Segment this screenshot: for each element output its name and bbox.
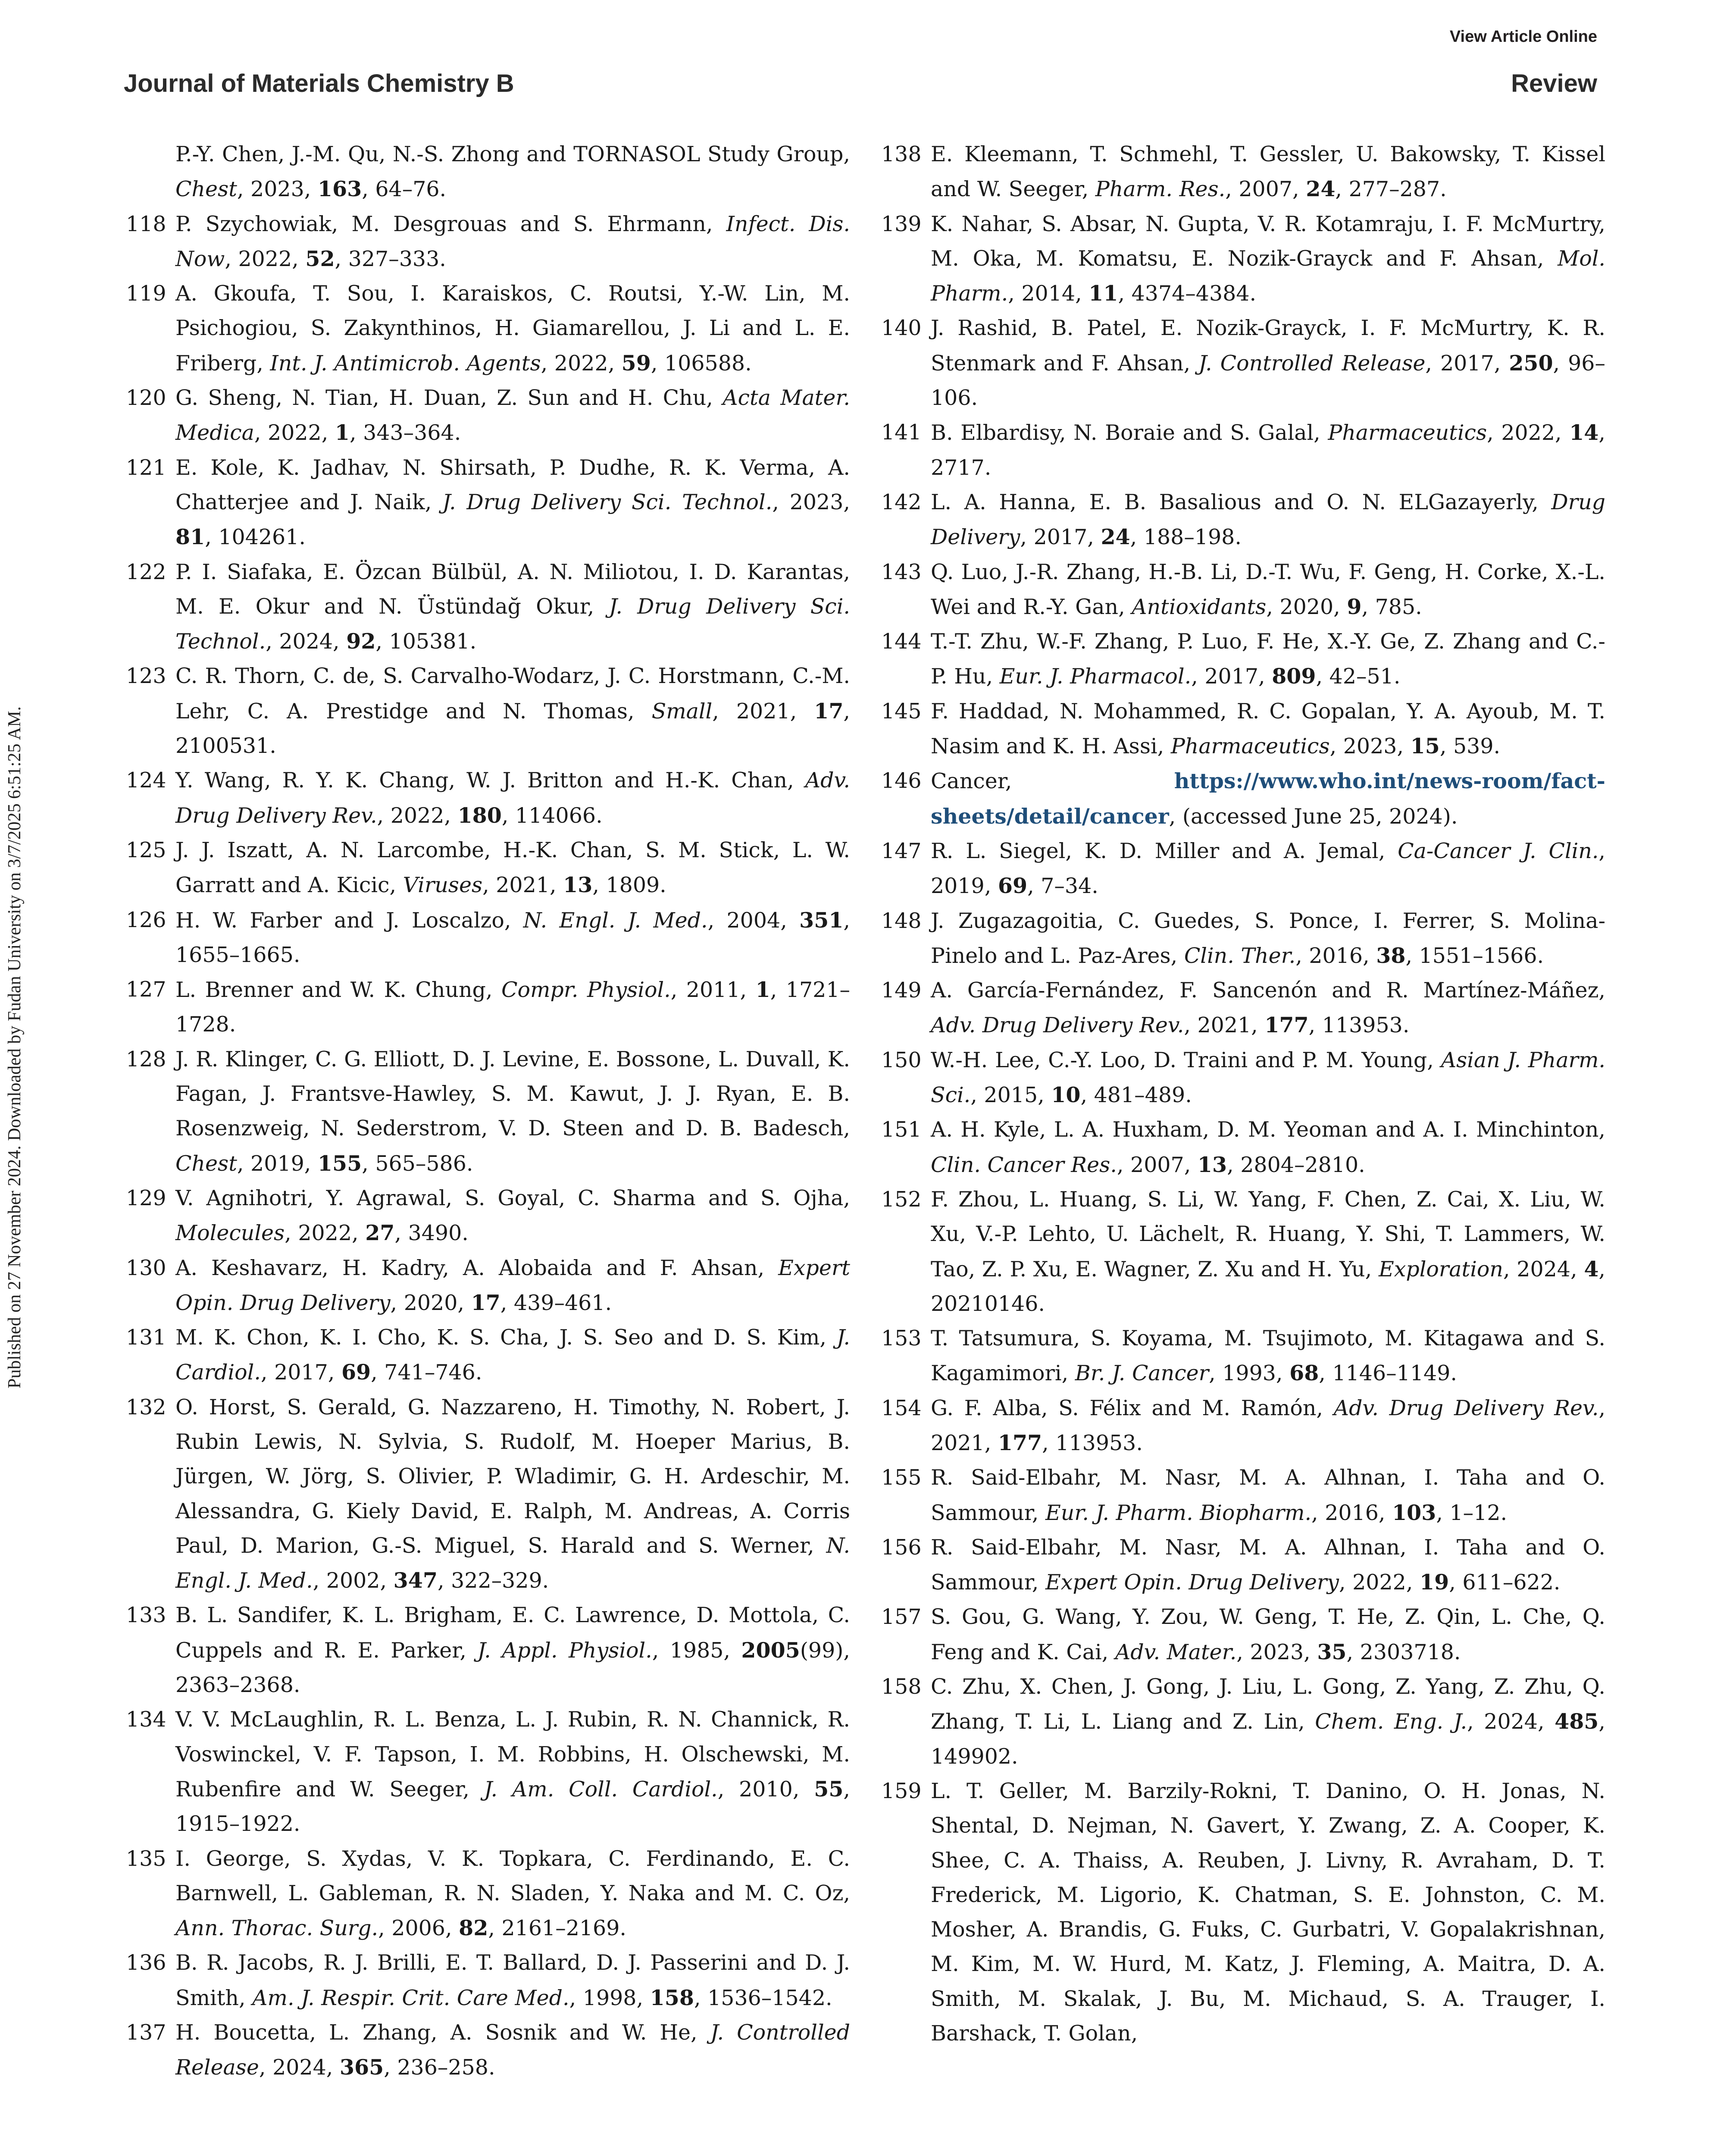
reference-item: [881, 137, 1605, 207]
reference-number: 132: [126, 1395, 166, 1420]
reference-item: [126, 903, 850, 973]
reference-number: 147: [881, 838, 922, 863]
reference-item: [881, 1391, 1605, 1461]
reference-text: C. Zhu, X. Chen, J. Gong, J. Liu, L. Gong, Z. Yang, Z. Zhu, Q. Zhang, T. Li, L. Liang and Z. Lin, Chem. Eng. J., 2024, 485, 149902.: [931, 1674, 1605, 1769]
reference-text: Cancer, https://www.who.int/news-room/fact-sheets/detail/cancer, (accessed June 25, 2024).: [931, 768, 1605, 829]
reference-item: [126, 555, 850, 659]
reference-number: 137: [126, 2020, 166, 2045]
reference-number: 145: [881, 699, 922, 724]
reference-number: 159: [881, 1778, 922, 1803]
reference-item: [126, 2015, 850, 2085]
section-label: Review: [1511, 69, 1597, 97]
reference-item: [126, 207, 850, 277]
reference-text: J. Rashid, B. Patel, E. Nozik-Grayck, I. F. McMurtry, K. R. Stenmark and F. Ahsan, J. Controlled Release, 2017, 250, 96–106.: [931, 316, 1605, 411]
reference-number: 146: [881, 768, 922, 793]
reference-column-left: [126, 137, 850, 2085]
reference-text: S. Gou, G. Wang, Y. Zou, W. Geng, T. He, Z. Qin, L. Che, Q. Feng and K. Cai, Adv. Mater., 2023, 35, 2303718.: [931, 1604, 1605, 1664]
reference-text: L. T. Geller, M. Barzily-Rokni, T. Danino, O. H. Jonas, N. Shental, D. Nejman, N. Gavert, Y. Zwang, Z. A. Cooper, K. Shee, C. A. Thaiss, A. Reuben, J. Livny, R. Avraham, D. T. Frederick, M. Ligorio, K. Chatman, S. E. Johnston, C. M. Mosher, A. Brandis, G. Fuks, C. Gurbatri, V. Gopalakrishnan, M. Kim, M. W. Hurd, M. Katz, J. Fleming, A. Maitra, D. A. Smith, M. Skalak, J. Bu, M. Michaud, S. A. Trauger, I. Barshack, T. Golan,: [931, 1778, 1605, 2046]
reference-item: [126, 276, 850, 381]
reference-item: [881, 1112, 1605, 1182]
reference-number: 119: [126, 281, 166, 306]
reference-text: L. Brenner and W. K. Chung, Compr. Physiol., 2011, 1, 1721–1728.: [175, 977, 850, 1037]
reference-text: J. J. Iszatt, A. N. Larcombe, H.-K. Chan, S. M. Stick, L. W. Garratt and A. Kicic, Viruses, 2021, 13, 1809.: [175, 837, 850, 898]
reference-text: F. Zhou, L. Huang, S. Li, W. Yang, F. Chen, Z. Cai, X. Liu, W. Xu, V.-P. Lehto, U. Lächelt, R. Huang, Y. Shi, T. Lammers, W. Tao, Z. P. Xu, E. Wagner, Z. Xu and H. Yu, Exploration, 2024, 4, 20210146.: [931, 1187, 1605, 1316]
reference-number: 139: [881, 211, 922, 236]
reference-number: 141: [881, 420, 922, 445]
reference-item: [126, 1181, 850, 1251]
reference-number: 120: [126, 385, 166, 411]
reference-text: A. Keshavarz, H. Kadry, A. Alobaida and F. Ahsan, Expert Opin. Drug Delivery, 2020, 17, 439–461.: [175, 1255, 850, 1315]
reference-number: 138: [881, 142, 922, 166]
reference-item: [126, 1842, 850, 1946]
reference-text: M. K. Chon, K. I. Cho, K. S. Cha, J. S. Seo and D. S. Kim, J. Cardiol., 2017, 69, 741–746.: [175, 1325, 850, 1385]
reference-item: [126, 659, 850, 763]
reference-item: [126, 381, 850, 451]
reference-item: [126, 1042, 850, 1181]
reference-text: G. Sheng, N. Tian, H. Duan, Z. Sun and H. Chu, Acta Mater. Medica, 2022, 1, 343–364.: [175, 385, 850, 445]
publication-note: Published on 27 November 2024. Downloaded by Fudan University on 3/7/2025 6:51:25 AM.: [5, 706, 25, 1388]
reference-number: 128: [126, 1047, 166, 1072]
reference-text: B. Elbardisy, N. Boraie and S. Galal, Pharmaceutics, 2022, 14, 2717.: [931, 420, 1605, 480]
reference-text: J. Zugazagoitia, C. Guedes, S. Ponce, I. Ferrer, S. Molina-Pinelo and L. Paz-Ares, Clin. Ther., 2016, 38, 1551–1566.: [931, 908, 1605, 968]
reference-number: 144: [881, 629, 922, 654]
reference-text: W.-H. Lee, C.-Y. Loo, D. Traini and P. M. Young, Asian J. Pharm. Sci., 2015, 10, 481–489.: [931, 1047, 1606, 1108]
reference-item: [881, 1670, 1605, 1774]
reference-item: [126, 137, 850, 207]
reference-number: 130: [126, 1255, 166, 1280]
reference-text: Y. Wang, R. Y. K. Chang, W. J. Britton and H.-K. Chan, Adv. Drug Delivery Rev., 2022, 180, 114066.: [175, 768, 850, 828]
reference-number: 131: [126, 1325, 166, 1350]
reference-number: 129: [126, 1185, 166, 1210]
reference-number: 157: [881, 1604, 922, 1630]
reference-item: [881, 1321, 1605, 1391]
reference-number: 124: [126, 768, 166, 793]
reference-number: 148: [881, 908, 922, 933]
reference-number: 153: [881, 1326, 922, 1351]
reference-number: 143: [881, 559, 922, 584]
reference-item: [881, 555, 1605, 625]
reference-number: 118: [126, 211, 166, 236]
reference-item: [126, 972, 850, 1042]
reference-item: [881, 485, 1605, 555]
reference-text: R. Said-Elbahr, M. Nasr, M. A. Alhnan, I. Taha and O. Sammour, Eur. J. Pharm. Biopharm., 2016, 103, 1–12.: [931, 1465, 1605, 1525]
reference-text: Q. Luo, J.-R. Zhang, H.-B. Li, D.-T. Wu, F. Geng, H. Corke, X.-L. Wei and R.-Y. Gan, Antioxidants, 2020, 9, 785.: [931, 559, 1605, 619]
reference-text: P. Szychowiak, M. Desgrouas and S. Ehrmann, Infect. Dis. Now, 2022, 52, 327–333.: [175, 211, 850, 271]
reference-number: 156: [881, 1535, 922, 1560]
reference-text: P. I. Siafaka, E. Özcan Bülbül, A. N. Miliotou, I. D. Karantas, M. E. Okur and N. Üstündağ Okur, J. Drug Delivery Sci. Technol., 2024, 92, 105381.: [175, 559, 850, 654]
reference-item: [881, 1774, 1605, 2051]
reference-number: 158: [881, 1674, 922, 1699]
reference-column-right: [881, 137, 1605, 2051]
reference-text: P.-Y. Chen, J.-M. Qu, N.-S. Zhong and TORNASOL Study Group, Chest, 2023, 163, 64–76.: [175, 142, 850, 202]
reference-text: L. A. Hanna, E. B. Basalious and O. N. ELGazayerly, Drug Delivery, 2017, 24, 188–198.: [931, 489, 1605, 550]
reference-number: 150: [881, 1047, 922, 1072]
reference-text: H. Boucetta, L. Zhang, A. Sosnik and W. He, J. Controlled Release, 2024, 365, 236–258.: [175, 2020, 850, 2080]
reference-number: 154: [881, 1395, 922, 1420]
reference-item: [126, 451, 850, 555]
reference-text: T. Tatsumura, S. Koyama, M. Tsujimoto, M. Kitagawa and S. Kagamimori, Br. J. Cancer, 1993, 68, 1146–1149.: [931, 1326, 1605, 1386]
reference-text: T.-T. Zhu, W.-F. Zhang, P. Luo, F. He, X.-Y. Ge, Z. Zhang and C.-P. Hu, Eur. J. Pharmacol., 2017, 809, 42–51.: [931, 629, 1605, 689]
reference-number: 151: [881, 1117, 922, 1142]
reference-text: I. George, S. Xydas, V. K. Topkara, C. Ferdinando, E. C. Barnwell, L. Gableman, R. N. Sladen, Y. Naka and M. C. Oz, Ann. Thorac. Surg., 2006, 82, 2161–2169.: [175, 1846, 850, 1941]
reference-item: [126, 1390, 850, 1598]
reference-number: 133: [126, 1603, 166, 1628]
reference-number: 123: [126, 664, 166, 689]
reference-text: A. Gkoufa, T. Sou, I. Karaiskos, C. Routsi, Y.-W. Lin, M. Psichogiou, S. Zakynthinos, H. Giamarellou, J. Li and L. E. Friberg, Int. J. Antimicrob. Agents, 2022, 59, 106588.: [175, 281, 850, 376]
reference-item: [881, 415, 1605, 485]
reference-item: [881, 1043, 1605, 1113]
reference-item: [881, 694, 1605, 764]
view-article-online-link[interactable]: View Article Online: [1449, 28, 1597, 46]
reference-text: G. F. Alba, S. Félix and M. Ramón, Adv. Drug Delivery Rev., 2021, 177, 113953.: [931, 1395, 1606, 1455]
reference-text: A. García-Fernández, F. Sancenón and R. Martínez-Máñez, Adv. Drug Delivery Rev., 2021, 177, 113953.: [931, 978, 1605, 1038]
reference-text: A. H. Kyle, L. A. Huxham, D. M. Yeoman and A. I. Minchinton, Clin. Cancer Res., 2007, 13, 2804–2810.: [931, 1117, 1605, 1177]
reference-number: 125: [126, 837, 166, 862]
reference-item: [881, 904, 1605, 974]
reference-number: 136: [126, 1950, 166, 1975]
reference-item: [126, 1598, 850, 1702]
reference-item: [881, 207, 1605, 311]
reference-text: J. R. Klinger, C. G. Elliott, D. J. Levine, E. Bossone, L. Duvall, K. Fagan, J. Frantsve-Hawley, S. M. Kawut, J. J. Ryan, E. B. Rosenzweig, N. Sederstrom, V. D. Steen and D. B. Badesch, Chest, 2019, 155, 565–586.: [175, 1047, 850, 1176]
reference-text: V. Agnihotri, Y. Agrawal, S. Goyal, C. Sharma and S. Ojha, Molecules, 2022, 27, 3490.: [175, 1185, 850, 1246]
reference-item: [126, 1946, 850, 2015]
reference-item: [126, 833, 850, 903]
reference-text: H. W. Farber and J. Loscalzo, N. Engl. J. Med., 2004, 351, 1655–1665.: [175, 907, 850, 967]
reference-text: R. Said-Elbahr, M. Nasr, M. A. Alhnan, I. Taha and O. Sammour, Expert Opin. Drug Delivery, 2022, 19, 611–622.: [931, 1535, 1605, 1595]
reference-number: 126: [126, 907, 166, 932]
reference-number: 152: [881, 1187, 922, 1212]
reference-item: [881, 834, 1605, 904]
reference-number: 127: [126, 977, 166, 1002]
reference-text: B. L. Sandifer, K. L. Brigham, E. C. Lawrence, D. Mottola, C. Cuppels and R. E. Parker, J. Appl. Physiol., 1985, 2005(99), 2363–2368.: [175, 1603, 850, 1698]
reference-item: [126, 1320, 850, 1390]
journal-name: Journal of Materials Chemistry B: [124, 69, 514, 97]
reference-text: E. Kleemann, T. Schmehl, T. Gessler, U. Bakowsky, T. Kissel and W. Seeger, Pharm. Res., 2007, 24, 277–287.: [931, 142, 1605, 202]
reference-text: E. Kole, K. Jadhav, N. Shirsath, P. Dudhe, R. K. Verma, A. Chatterjee and J. Naik, J. Drug Delivery Sci. Technol., 2023, 81, 104261.: [175, 455, 850, 550]
reference-number: 135: [126, 1846, 166, 1871]
reference-item: [126, 1251, 850, 1321]
reference-text: F. Haddad, N. Mohammed, R. C. Gopalan, Y. A. Ayoub, M. T. Nasim and K. H. Assi, Pharmaceutics, 2023, 15, 539.: [931, 699, 1605, 759]
reference-text: R. L. Siegel, K. D. Miller and A. Jemal, Ca-Cancer J. Clin., 2019, 69, 7–34.: [931, 838, 1605, 899]
reference-number: 155: [881, 1465, 922, 1490]
reference-number: 142: [881, 489, 922, 514]
reference-item: [881, 764, 1605, 834]
reference-number: 121: [126, 455, 166, 480]
reference-item: [881, 1530, 1605, 1600]
reference-item: [881, 624, 1605, 694]
reference-text: C. R. Thorn, C. de, S. Carvalho-Wodarz, J. C. Horstmann, C.-M. Lehr, C. A. Prestidge and N. Thomas, Small, 2021, 17, 2100531.: [175, 664, 850, 758]
reference-text: V. V. McLaughlin, R. L. Benza, L. J. Rubin, R. N. Channick, R. Voswinckel, V. F. Tapson, I. M. Robbins, H. Olschewski, M. Rubenfire and W. Seeger, J. Am. Coll. Cardiol., 2010, 55, 1915–1922.: [175, 1707, 850, 1836]
reference-item: [126, 763, 850, 833]
who-link[interactable]: https://www.who.int/news-room/fact-sheets/detail/cancer: [931, 768, 1605, 829]
reference-number: 122: [126, 559, 166, 584]
reference-item: [881, 973, 1605, 1043]
reference-item: [881, 311, 1605, 415]
reference-item: [881, 1460, 1605, 1530]
reference-text: B. R. Jacobs, R. J. Brilli, E. T. Ballard, D. J. Passerini and D. J. Smith, Am. J. Respir. Crit. Care Med., 1998, 158, 1536–1542.: [175, 1950, 850, 2010]
reference-number: 149: [881, 978, 922, 1003]
reference-item: [126, 1702, 850, 1841]
reference-number: 134: [126, 1707, 166, 1732]
reference-text: O. Horst, S. Gerald, G. Nazzareno, H. Timothy, N. Robert, J. Rubin Lewis, N. Sylvia, S. Rudolf, M. Hoeper Marius, B. Jürgen, W. Jörg, S. Olivier, P. Wladimir, G. H. Ardeschir, M. Alessandra, G. Kiely David, E. Ralph, M. Andreas, A. Corris Paul, D. Marion, G.-S. Miguel, S. Harald and S. Werner, N. Engl. J. Med., 2002, 347, 322–329.: [175, 1395, 850, 1593]
reference-item: [881, 1182, 1605, 1321]
reference-text: K. Nahar, S. Absar, N. Gupta, V. R. Kotamraju, I. F. McMurtry, M. Oka, M. Komatsu, E. Nozik-Grayck and F. Ahsan, Mol. Pharm., 2014, 11, 4374–4384.: [931, 211, 1605, 306]
reference-item: [881, 1600, 1605, 1670]
reference-number: 140: [881, 316, 922, 341]
